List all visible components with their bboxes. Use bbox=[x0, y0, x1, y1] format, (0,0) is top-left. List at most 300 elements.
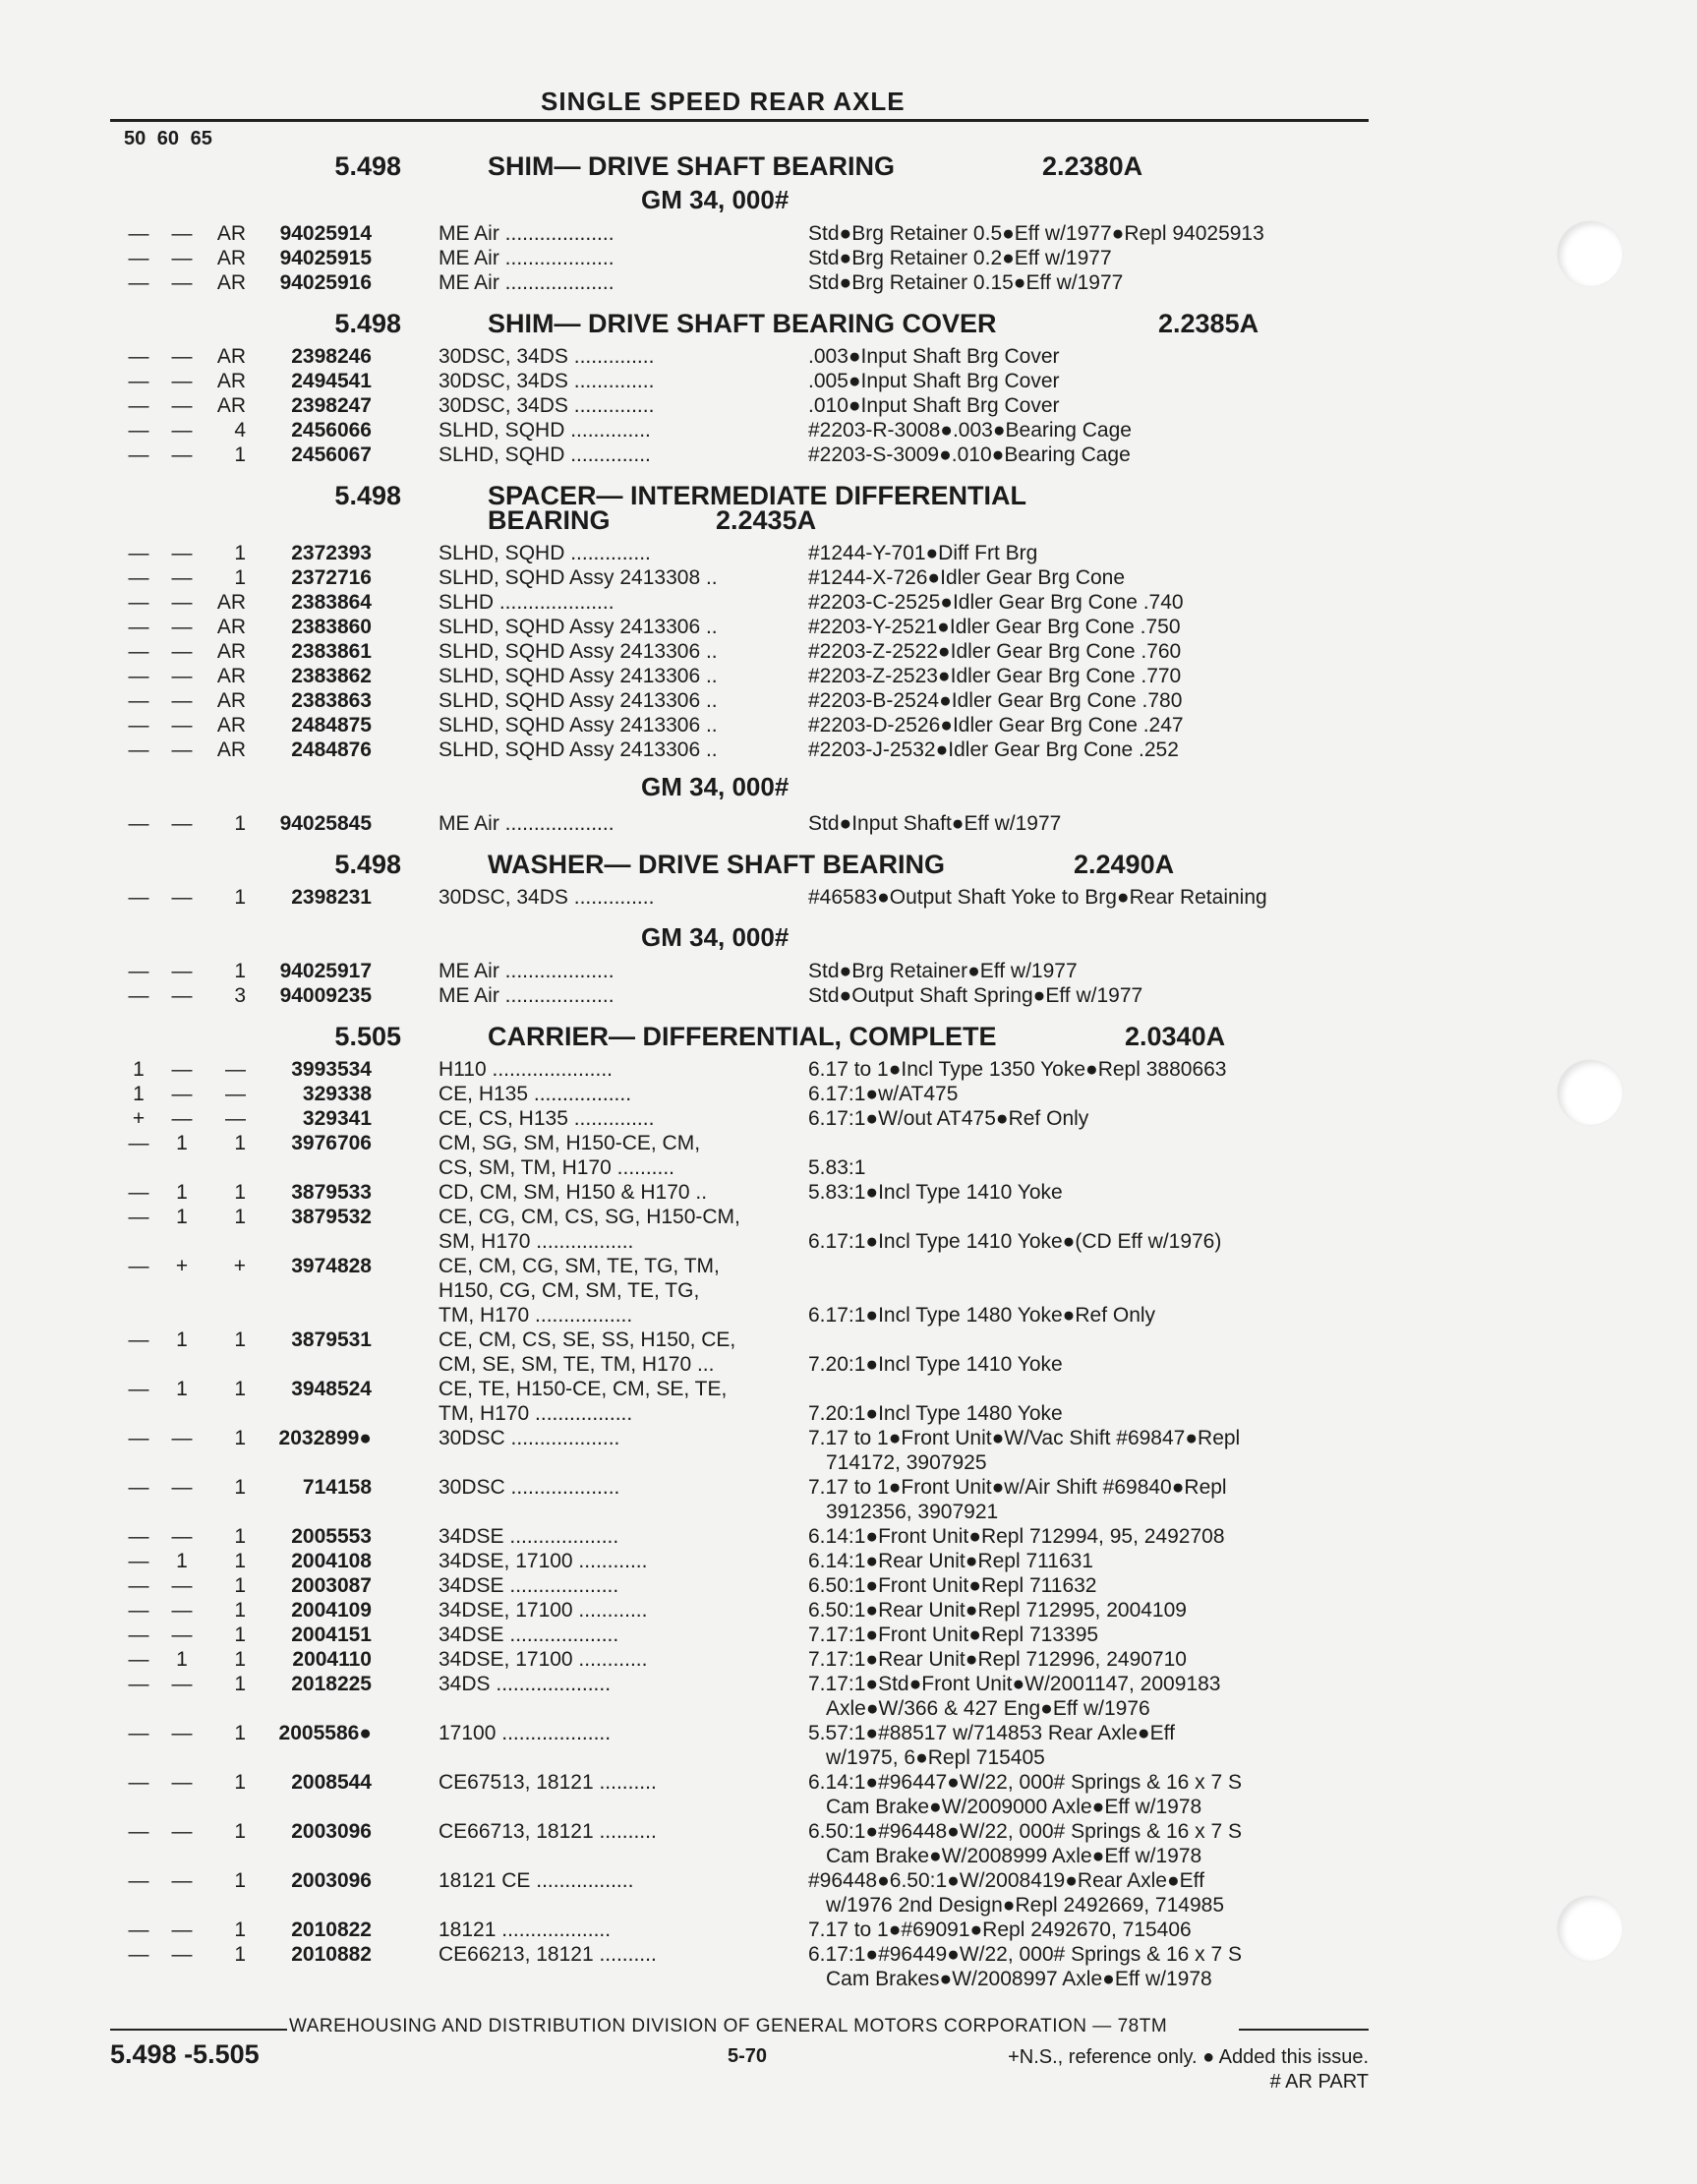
part-description: 6.14:1●Front Unit●Repl 712994, 95, 2492708 bbox=[808, 1525, 1225, 1548]
qty-col-50: — bbox=[128, 812, 149, 835]
model-application: TM, H170 ................. bbox=[439, 1402, 633, 1425]
qty-col-60: — bbox=[171, 665, 193, 687]
model-application: SLHD, SQHD Assy 2413306 .. bbox=[439, 616, 718, 638]
qty-col-60: 1 bbox=[176, 1206, 188, 1228]
qty-col-65: AR bbox=[216, 345, 246, 368]
qty-col-65: 1 bbox=[234, 1181, 246, 1204]
qty-col-60: — bbox=[171, 1943, 193, 1966]
part-number: 2484875 bbox=[291, 714, 372, 737]
part-description: .010●Input Shaft Brg Cover bbox=[808, 394, 1060, 417]
qty-col-50: — bbox=[128, 886, 149, 909]
part-description: 6.50:1●Rear Unit●Repl 712995, 2004109 bbox=[808, 1599, 1187, 1622]
qty-col-50: — bbox=[128, 1476, 149, 1499]
part-description: Axle●W/366 & 427 Eng●Eff w/1976 bbox=[826, 1697, 1150, 1720]
qty-col-65: AR bbox=[216, 271, 246, 294]
qty-col-50: — bbox=[128, 1673, 149, 1695]
qty-col-65: AR bbox=[216, 640, 246, 663]
qty-col-60: — bbox=[171, 566, 193, 589]
gm-subheading: GM 34, 000# bbox=[641, 922, 790, 952]
part-description: Std●Brg Retainer 0.15●Eff w/1977 bbox=[808, 271, 1124, 294]
qty-col-65: 1 bbox=[234, 1525, 246, 1548]
title-rule bbox=[110, 119, 1369, 122]
part-row bbox=[0, 221, 1697, 246]
part-description: #1244-Y-701●Diff Frt Brg bbox=[808, 542, 1038, 564]
part-row bbox=[0, 1647, 1697, 1672]
part-number: 3948524 bbox=[291, 1378, 372, 1400]
model-application: CS, SM, TM, H170 .......... bbox=[439, 1156, 675, 1179]
model-application: 30DSC ................... bbox=[439, 1427, 620, 1449]
part-row bbox=[0, 1770, 1697, 1795]
qty-col-65: AR bbox=[216, 689, 246, 712]
part-number: 2008544 bbox=[291, 1771, 372, 1794]
part-number: 2004151 bbox=[291, 1623, 372, 1646]
part-description: Std●Input Shaft●Eff w/1977 bbox=[808, 812, 1062, 835]
qty-col-65: AR bbox=[216, 247, 246, 269]
model-application: 34DS .................... bbox=[439, 1673, 612, 1695]
section-heading bbox=[0, 1021, 1697, 1052]
model-application: SLHD, SQHD .............. bbox=[439, 542, 651, 564]
model-columns-header: 50 60 65 bbox=[124, 128, 212, 149]
model-application: 18121 CE ................. bbox=[439, 1869, 634, 1892]
qty-col-60: — bbox=[171, 1476, 193, 1499]
part-description: #2203-Y-2521●Idler Gear Brg Cone .750 bbox=[808, 616, 1181, 638]
legend-line: # AR PART bbox=[1269, 2071, 1369, 2093]
qty-col-65: AR bbox=[216, 394, 246, 417]
part-number: 2003087 bbox=[291, 1574, 372, 1597]
model-application: CE, CM, CS, SE, SS, H150, CE, bbox=[439, 1328, 736, 1351]
qty-col-50: — bbox=[128, 1623, 149, 1646]
part-row bbox=[0, 1328, 1697, 1352]
part-description: .005●Input Shaft Brg Cover bbox=[808, 370, 1060, 392]
qty-col-60: — bbox=[171, 1673, 193, 1695]
part-description: 6.17 to 1●Incl Type 1350 Yoke●Repl 3880663 bbox=[808, 1058, 1227, 1081]
model-application: 30DSC, 34DS .............. bbox=[439, 394, 655, 417]
model-application: 34DSE ................... bbox=[439, 1525, 619, 1548]
model-application: SLHD, SQHD Assy 2413306 .. bbox=[439, 714, 718, 737]
qty-col-50: — bbox=[128, 1722, 149, 1744]
part-number: 2018225 bbox=[291, 1673, 372, 1695]
qty-col-50: — bbox=[128, 689, 149, 712]
model-application: SLHD, SQHD Assy 2413308 .. bbox=[439, 566, 718, 589]
part-number: 3879532 bbox=[291, 1206, 372, 1228]
model-application: H110 ..................... bbox=[439, 1058, 614, 1081]
gm-subheading: GM 34, 000# bbox=[641, 772, 790, 801]
part-description: #46583●Output Shaft Yoke to Brg●Rear Retaining bbox=[808, 886, 1267, 909]
model-application: 30DSC, 34DS .............. bbox=[439, 886, 655, 909]
qty-col-65: 1 bbox=[234, 1820, 246, 1843]
qty-col-60: — bbox=[171, 984, 193, 1007]
punch-hole bbox=[1557, 221, 1622, 286]
part-description: 5.83:1 bbox=[808, 1156, 866, 1179]
footer-legend bbox=[875, 2045, 1369, 2095]
qty-col-65: 1 bbox=[234, 812, 246, 835]
qty-col-60: — bbox=[171, 1623, 193, 1646]
part-number: 3974828 bbox=[291, 1255, 372, 1277]
qty-col-50: — bbox=[128, 1820, 149, 1843]
qty-col-65: 1 bbox=[234, 1673, 246, 1695]
part-row bbox=[0, 1745, 1697, 1770]
qty-col-60: — bbox=[171, 886, 193, 909]
part-number: 2484876 bbox=[291, 738, 372, 761]
section-heading bbox=[0, 150, 1697, 182]
part-number: 2005553 bbox=[291, 1525, 372, 1548]
qty-col-65: 1 bbox=[234, 1771, 246, 1794]
qty-col-65: 1 bbox=[234, 1869, 246, 1892]
part-number: 3976706 bbox=[291, 1132, 372, 1154]
part-description: Std●Brg Retainer●Eff w/1977 bbox=[808, 960, 1078, 982]
part-number: 2494541 bbox=[291, 370, 372, 392]
qty-col-65: 1 bbox=[234, 542, 246, 564]
model-application: SLHD, SQHD .............. bbox=[439, 419, 651, 442]
qty-col-50: — bbox=[128, 370, 149, 392]
part-number: 2372393 bbox=[291, 542, 372, 564]
model-application: CE, CS, H135 .............. bbox=[439, 1107, 655, 1130]
qty-col-50: 1 bbox=[133, 1083, 145, 1105]
qty-col-50: — bbox=[128, 566, 149, 589]
qty-col-60: — bbox=[171, 1869, 193, 1892]
part-number: 2398231 bbox=[291, 886, 372, 909]
part-row bbox=[0, 418, 1697, 443]
qty-col-65: 4 bbox=[234, 419, 246, 442]
qty-col-65: 1 bbox=[234, 1574, 246, 1597]
part-row bbox=[0, 1524, 1697, 1549]
qty-col-50: — bbox=[128, 419, 149, 442]
qty-col-50: — bbox=[128, 1255, 149, 1277]
section-code: 2.2380A bbox=[1042, 151, 1143, 181]
part-row bbox=[0, 1352, 1697, 1377]
qty-col-65: 1 bbox=[234, 1132, 246, 1154]
qty-col-60: — bbox=[171, 345, 193, 368]
part-description: #2203-J-2532●Idler Gear Brg Cone .252 bbox=[808, 738, 1179, 761]
part-row bbox=[0, 270, 1697, 295]
part-number: 329341 bbox=[302, 1107, 372, 1130]
model-application: CE66213, 18121 .......... bbox=[439, 1943, 657, 1966]
part-row bbox=[0, 1254, 1697, 1278]
part-number: 2004109 bbox=[291, 1599, 372, 1622]
qty-col-60: — bbox=[171, 370, 193, 392]
qty-col-50: — bbox=[128, 960, 149, 982]
part-row bbox=[0, 1205, 1697, 1229]
part-row bbox=[0, 393, 1697, 418]
part-description: 3912356, 3907921 bbox=[826, 1501, 999, 1523]
model-application: CD, CM, SM, H150 & H170 .. bbox=[439, 1181, 708, 1204]
part-number: 2398247 bbox=[291, 394, 372, 417]
model-application: SLHD, SQHD Assy 2413306 .. bbox=[439, 640, 718, 663]
part-row bbox=[0, 1229, 1697, 1254]
model-application: H150, CG, CM, SM, TE, TG, bbox=[439, 1279, 700, 1302]
page-title: SINGLE SPEED REAR AXLE bbox=[541, 87, 906, 116]
section-number: 5.505 bbox=[334, 1022, 401, 1051]
model-application: CE, TE, H150-CE, CM, SE, TE, bbox=[439, 1378, 728, 1400]
punch-hole bbox=[1557, 1060, 1622, 1125]
section-label: SPACER— INTERMEDIATE DIFFERENTIAL bbox=[488, 481, 1027, 510]
part-number: 2372716 bbox=[291, 566, 372, 589]
part-description: #1244-X-726●Idler Gear Brg Cone bbox=[808, 566, 1126, 589]
qty-col-65: 1 bbox=[234, 1476, 246, 1499]
qty-col-50: — bbox=[128, 1648, 149, 1671]
qty-col-60: — bbox=[171, 1058, 193, 1081]
qty-col-65: + bbox=[233, 1255, 246, 1277]
part-row bbox=[0, 1082, 1697, 1106]
part-row bbox=[0, 1795, 1697, 1819]
model-application: ME Air ................... bbox=[439, 271, 614, 294]
part-row bbox=[0, 443, 1697, 467]
qty-col-65: AR bbox=[216, 222, 246, 245]
part-row bbox=[0, 1942, 1697, 1967]
qty-col-65: 1 bbox=[234, 1378, 246, 1400]
footer-rule bbox=[1239, 2029, 1369, 2031]
part-description: 7.20:1●Incl Type 1410 Yoke bbox=[808, 1353, 1063, 1376]
part-number: 2010882 bbox=[291, 1943, 372, 1966]
qty-col-50: — bbox=[128, 1771, 149, 1794]
section-label: BEARING bbox=[488, 505, 611, 535]
qty-col-60: — bbox=[171, 812, 193, 835]
part-description: 6.14:1●#96447●W/22, 000# Springs & 16 x 7 S bbox=[808, 1771, 1242, 1794]
part-row bbox=[0, 1401, 1697, 1426]
qty-col-50: — bbox=[128, 1574, 149, 1597]
part-number: 94025914 bbox=[279, 222, 372, 245]
part-description: Cam Brake●W/2008999 Axle●Eff w/1978 bbox=[826, 1845, 1202, 1867]
part-number: 94025845 bbox=[279, 812, 372, 835]
qty-col-60: — bbox=[171, 616, 193, 638]
qty-col-60: — bbox=[171, 271, 193, 294]
part-row bbox=[0, 344, 1697, 369]
section-label: CARRIER— DIFFERENTIAL, COMPLETE bbox=[488, 1022, 997, 1051]
part-row bbox=[0, 1057, 1697, 1082]
part-row bbox=[0, 1180, 1697, 1205]
qty-col-50: — bbox=[128, 1525, 149, 1548]
part-number: 2032899● bbox=[278, 1427, 372, 1449]
model-application: 30DSC, 34DS .............. bbox=[439, 370, 655, 392]
section-label: SHIM— DRIVE SHAFT BEARING bbox=[488, 151, 896, 181]
part-row bbox=[0, 369, 1697, 393]
part-row bbox=[0, 1672, 1697, 1696]
qty-col-65: 1 bbox=[234, 443, 246, 466]
part-description: #96448●6.50:1●W/2008419●Rear Axle●Eff bbox=[808, 1869, 1204, 1892]
qty-col-65: 1 bbox=[234, 1623, 246, 1646]
model-application: CM, SE, SM, TE, TM, H170 ... bbox=[439, 1353, 715, 1376]
part-number: 2383860 bbox=[291, 616, 372, 638]
qty-col-50: — bbox=[128, 591, 149, 614]
section-label: WASHER— DRIVE SHAFT BEARING bbox=[488, 850, 946, 879]
qty-col-50: — bbox=[128, 984, 149, 1007]
model-application: 34DSE ................... bbox=[439, 1623, 619, 1646]
qty-col-60: — bbox=[171, 1722, 193, 1744]
part-number: 329338 bbox=[302, 1083, 372, 1105]
part-description: #2203-Z-2522●Idler Gear Brg Cone .760 bbox=[808, 640, 1182, 663]
qty-col-50: — bbox=[128, 542, 149, 564]
footer-section-range: 5.498 -5.505 bbox=[110, 2039, 260, 2069]
qty-col-60: — bbox=[171, 247, 193, 269]
part-row bbox=[0, 1573, 1697, 1598]
part-row bbox=[0, 1106, 1697, 1131]
qty-col-50: — bbox=[128, 1869, 149, 1892]
part-row bbox=[0, 885, 1697, 910]
part-description: 6.50:1●Front Unit●Repl 711632 bbox=[808, 1574, 1097, 1597]
qty-col-60: + bbox=[175, 1255, 189, 1277]
part-description: 6.17:1●w/AT475 bbox=[808, 1083, 959, 1105]
qty-col-50: — bbox=[128, 1599, 149, 1622]
part-row bbox=[0, 565, 1697, 590]
qty-col-65: 1 bbox=[234, 566, 246, 589]
qty-col-65: 1 bbox=[234, 1550, 246, 1572]
qty-col-60: — bbox=[171, 640, 193, 663]
part-description: #2203-R-3008●.003●Bearing Cage bbox=[808, 419, 1132, 442]
qty-col-65: 1 bbox=[234, 1328, 246, 1351]
part-row bbox=[0, 1918, 1697, 1942]
section-code: 2.2490A bbox=[1074, 850, 1175, 879]
part-number: 2383863 bbox=[291, 689, 372, 712]
qty-col-65: 1 bbox=[234, 1427, 246, 1449]
qty-col-60: 1 bbox=[176, 1378, 188, 1400]
part-description: Std●Brg Retainer 0.2●Eff w/1977 bbox=[808, 247, 1112, 269]
part-row bbox=[0, 664, 1697, 688]
part-row bbox=[0, 1377, 1697, 1401]
qty-col-50: — bbox=[128, 1206, 149, 1228]
part-number: 2005586● bbox=[278, 1722, 372, 1744]
part-description: Std●Brg Retainer 0.5●Eff w/1977●Repl 94025913 bbox=[808, 222, 1264, 245]
qty-col-60: — bbox=[171, 1525, 193, 1548]
part-description: 7.17 to 1●Front Unit●w/Air Shift #69840●Repl bbox=[808, 1476, 1227, 1499]
model-application: SLHD, SQHD Assy 2413306 .. bbox=[439, 665, 718, 687]
part-description: 7.17 to 1●#69091●Repl 2492670, 715406 bbox=[808, 1918, 1192, 1941]
model-application: CE66713, 18121 .......... bbox=[439, 1820, 657, 1843]
footer-rule bbox=[110, 2029, 287, 2031]
model-application: 34DSE, 17100 ............ bbox=[439, 1599, 648, 1622]
part-row bbox=[0, 1426, 1697, 1450]
qty-col-60: — bbox=[171, 714, 193, 737]
part-description: 714172, 3907925 bbox=[826, 1451, 987, 1474]
qty-col-65: AR bbox=[216, 665, 246, 687]
qty-col-50: — bbox=[128, 1378, 149, 1400]
qty-col-65: AR bbox=[216, 738, 246, 761]
legend-line: +N.S., reference only. ● Added this issue. bbox=[1008, 2046, 1369, 2068]
part-row bbox=[0, 1549, 1697, 1573]
part-description: #2203-D-2526●Idler Gear Brg Cone .247 bbox=[808, 714, 1184, 737]
qty-col-65: AR bbox=[216, 714, 246, 737]
part-row bbox=[0, 1303, 1697, 1328]
model-application: CE, H135 ................. bbox=[439, 1083, 632, 1105]
part-row bbox=[0, 1278, 1697, 1303]
qty-col-60: — bbox=[171, 1107, 193, 1130]
model-application: 34DSE, 17100 ............ bbox=[439, 1550, 648, 1572]
part-number: 2383862 bbox=[291, 665, 372, 687]
qty-col-60: — bbox=[171, 1574, 193, 1597]
qty-col-50: — bbox=[128, 1427, 149, 1449]
part-row bbox=[0, 1598, 1697, 1623]
part-row bbox=[0, 811, 1697, 836]
section-code: 2.2385A bbox=[1158, 309, 1259, 338]
part-row bbox=[0, 1450, 1697, 1475]
part-row bbox=[0, 1475, 1697, 1500]
qty-col-60: — bbox=[171, 1599, 193, 1622]
qty-col-65: AR bbox=[216, 591, 246, 614]
part-number: 2003096 bbox=[291, 1820, 372, 1843]
part-description: 7.17 to 1●Front Unit●W/Vac Shift #69847●Repl bbox=[808, 1427, 1241, 1449]
qty-col-60: 1 bbox=[176, 1648, 188, 1671]
part-description: 6.50:1●#96448●W/22, 000# Springs & 16 x 7 S bbox=[808, 1820, 1242, 1843]
part-description: 7.17:1●Rear Unit●Repl 712996, 2490710 bbox=[808, 1648, 1187, 1671]
qty-col-50: 1 bbox=[133, 1058, 145, 1081]
model-application: SLHD, SQHD .............. bbox=[439, 443, 651, 466]
part-description: Cam Brakes●W/2008997 Axle●Eff w/1978 bbox=[826, 1968, 1212, 1990]
part-description: 7.17:1●Front Unit●Repl 713395 bbox=[808, 1623, 1099, 1646]
qty-col-65: — bbox=[225, 1083, 246, 1105]
qty-col-65: — bbox=[225, 1058, 246, 1081]
qty-col-65: 1 bbox=[234, 1206, 246, 1228]
part-description: w/1976 2nd Design●Repl 2492669, 714985 bbox=[826, 1894, 1224, 1917]
model-application: CE, CM, CG, SM, TE, TG, TM, bbox=[439, 1255, 720, 1277]
model-application: 34DSE ................... bbox=[439, 1574, 619, 1597]
part-description: 7.20:1●Incl Type 1480 Yoke bbox=[808, 1402, 1063, 1425]
part-description: Cam Brake●W/2009000 Axle●Eff w/1978 bbox=[826, 1796, 1202, 1818]
part-description: 7.17:1●Std●Front Unit●W/2001147, 2009183 bbox=[808, 1673, 1221, 1695]
model-application: CE67513, 18121 .......... bbox=[439, 1771, 657, 1794]
part-number: 3879533 bbox=[291, 1181, 372, 1204]
footer-division: WAREHOUSING AND DISTRIBUTION DIVISION OF GENERAL MOTORS CORPORATION — 78TM bbox=[289, 2016, 1168, 2036]
part-number: 2383861 bbox=[291, 640, 372, 663]
part-description: #2203-S-3009●.010●Bearing Cage bbox=[808, 443, 1131, 466]
model-application: ME Air ................... bbox=[439, 960, 614, 982]
qty-col-65: 1 bbox=[234, 886, 246, 909]
part-row bbox=[0, 246, 1697, 270]
qty-col-60: — bbox=[171, 960, 193, 982]
qty-col-50: — bbox=[128, 738, 149, 761]
part-number: 2004110 bbox=[292, 1648, 372, 1671]
part-description: 6.17:1●W/out AT475●Ref Only bbox=[808, 1107, 1089, 1130]
part-number: 2003096 bbox=[291, 1869, 372, 1892]
part-description: Std●Output Shaft Spring●Eff w/1977 bbox=[808, 984, 1143, 1007]
section-number: 5.498 bbox=[334, 850, 401, 879]
model-application: 17100 ................... bbox=[439, 1722, 612, 1744]
part-row bbox=[0, 541, 1697, 565]
part-description: .003●Input Shaft Brg Cover bbox=[808, 345, 1060, 368]
part-description: #2203-Z-2523●Idler Gear Brg Cone .770 bbox=[808, 665, 1182, 687]
qty-col-50: — bbox=[128, 247, 149, 269]
qty-col-60: — bbox=[171, 419, 193, 442]
model-application: 30DSC ................... bbox=[439, 1476, 620, 1499]
part-row bbox=[0, 688, 1697, 713]
section-heading bbox=[0, 308, 1697, 339]
part-row bbox=[0, 1893, 1697, 1918]
gm-subheading: GM 34, 000# bbox=[641, 185, 790, 214]
qty-col-65: 3 bbox=[234, 984, 246, 1007]
qty-col-60: 1 bbox=[176, 1550, 188, 1572]
section-number: 5.498 bbox=[334, 151, 401, 181]
section-number: 5.498 bbox=[334, 481, 401, 510]
qty-col-60: 1 bbox=[176, 1132, 188, 1154]
model-application: SLHD, SQHD Assy 2413306 .. bbox=[439, 689, 718, 712]
qty-col-60: — bbox=[171, 1918, 193, 1941]
model-application: CM, SG, SM, H150-CE, CM, bbox=[439, 1132, 701, 1154]
part-row bbox=[0, 590, 1697, 615]
punch-hole bbox=[1557, 1896, 1622, 1961]
qty-col-50: — bbox=[128, 1550, 149, 1572]
part-number: 2398246 bbox=[291, 345, 372, 368]
qty-col-60: — bbox=[171, 394, 193, 417]
part-description: 6.17:1●Incl Type 1480 Yoke●Ref Only bbox=[808, 1304, 1156, 1327]
part-description: #2203-B-2524●Idler Gear Brg Cone .780 bbox=[808, 689, 1183, 712]
qty-col-60: — bbox=[171, 738, 193, 761]
model-application: 34DSE, 17100 ............ bbox=[439, 1648, 648, 1671]
model-application: ME Air ................... bbox=[439, 222, 614, 245]
part-row bbox=[0, 713, 1697, 738]
part-number: 94025916 bbox=[279, 271, 372, 294]
part-row bbox=[0, 738, 1697, 762]
part-row bbox=[0, 1721, 1697, 1745]
part-number: 94025915 bbox=[279, 247, 372, 269]
qty-col-65: — bbox=[225, 1107, 246, 1130]
